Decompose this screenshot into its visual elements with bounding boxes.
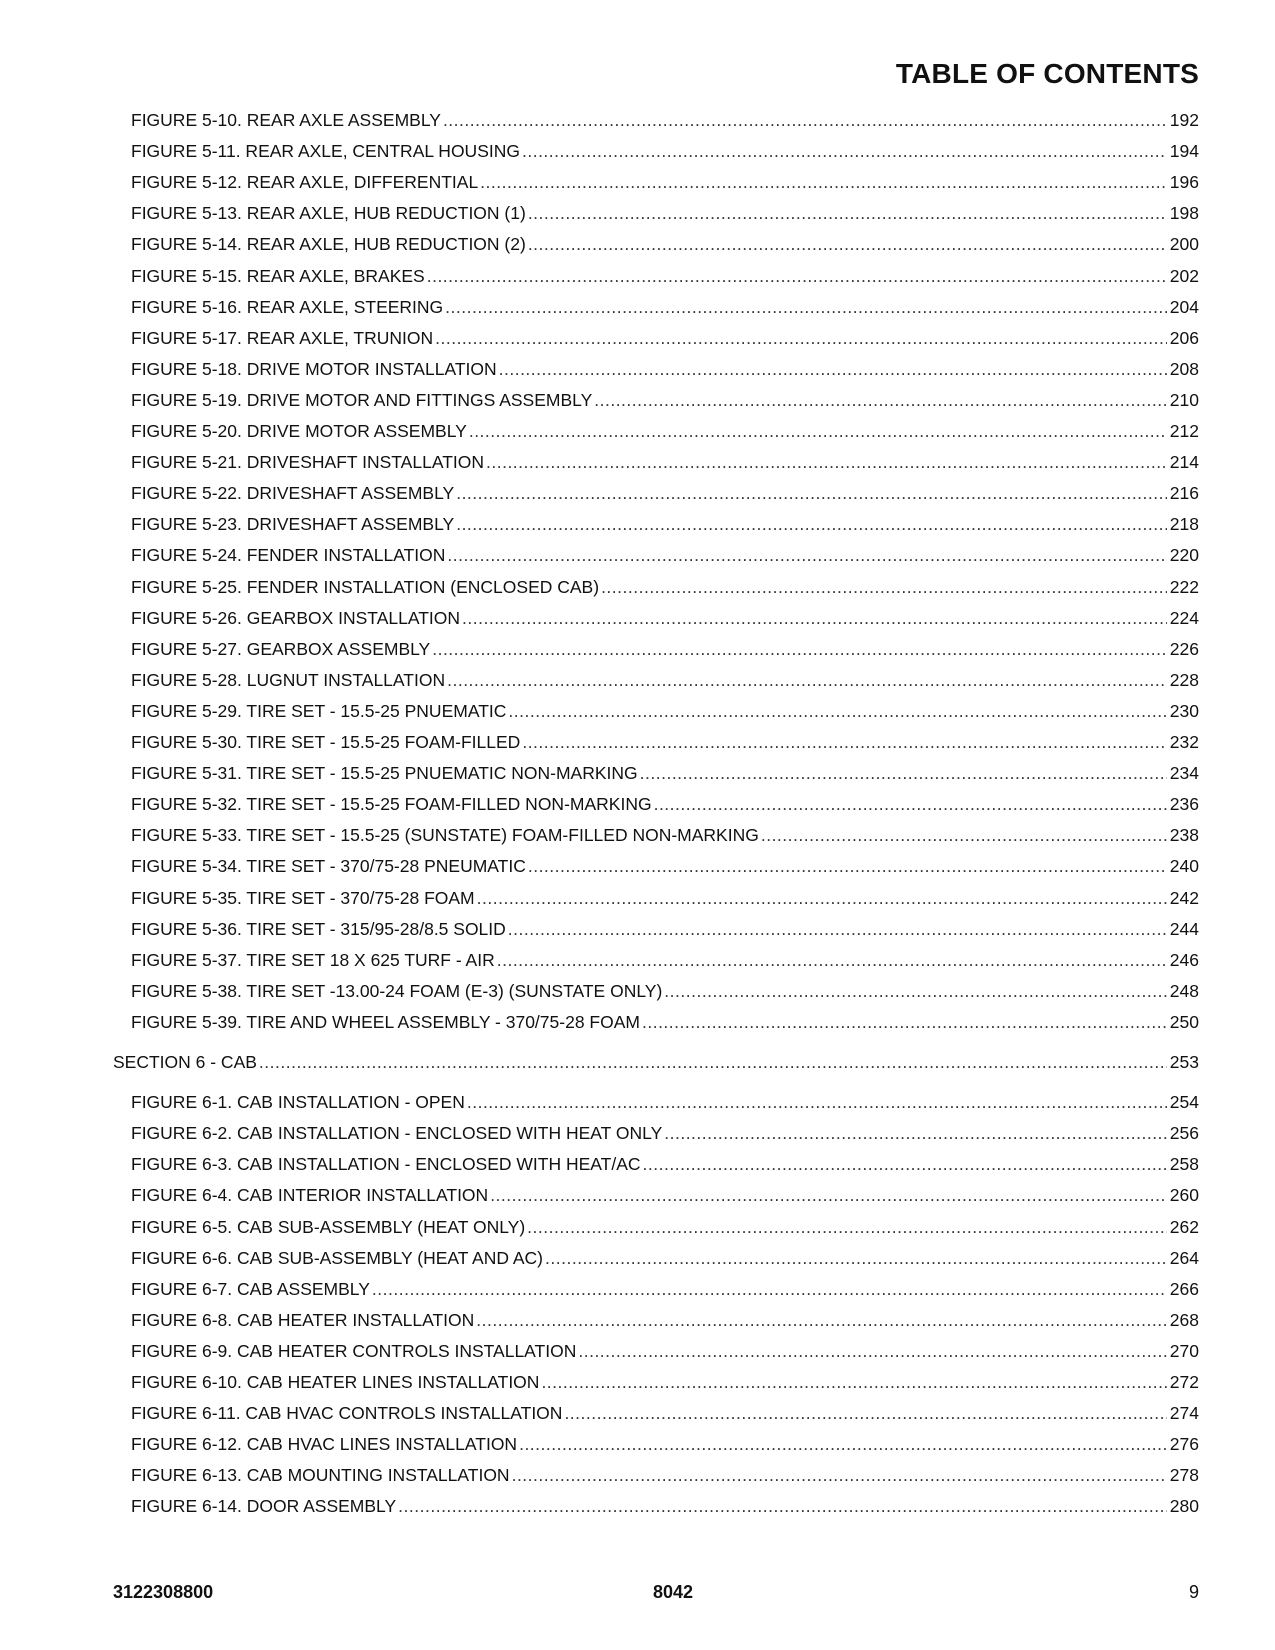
toc-entry-label: FIGURE 6-9. CAB HEATER CONTROLS INSTALLATION xyxy=(131,1340,577,1361)
toc-entry-label: FIGURE 6-4. CAB INTERIOR INSTALLATION xyxy=(131,1185,489,1206)
toc-entry-page: 278 xyxy=(1169,1465,1199,1486)
toc-entry[interactable] xyxy=(131,823,1199,847)
toc-entry-page: 222 xyxy=(1169,576,1199,597)
dot-leader xyxy=(528,854,1167,878)
toc-entry-page: 230 xyxy=(1169,700,1199,721)
toc-entry-page: 198 xyxy=(1169,203,1199,224)
toc-entry[interactable] xyxy=(131,1215,1199,1239)
toc-entry-label: FIGURE 6-7. CAB ASSEMBLY xyxy=(131,1278,370,1299)
model-number: 8042 xyxy=(653,1582,694,1602)
toc-entry-page: 270 xyxy=(1169,1340,1199,1361)
dot-leader xyxy=(372,1277,1167,1301)
toc-entry[interactable] xyxy=(131,1090,1199,1114)
toc-entry-label: FIGURE 5-37. TIRE SET 18 X 625 TURF - AIR xyxy=(131,949,495,970)
dot-leader xyxy=(564,1401,1166,1425)
dot-leader xyxy=(456,512,1167,536)
toc-entry-label: FIGURE 6-13. CAB MOUNTING INSTALLATION xyxy=(131,1465,510,1486)
dot-leader xyxy=(427,264,1167,288)
toc-entry-page: 248 xyxy=(1169,980,1199,1001)
toc-entry-page: 192 xyxy=(1169,110,1199,130)
toc-entry[interactable] xyxy=(131,730,1199,754)
toc-entry[interactable] xyxy=(131,139,1199,163)
toc-entry-label: FIGURE 6-6. CAB SUB-ASSEMBLY (HEAT AND AC) xyxy=(131,1247,544,1268)
toc-entry-label: FIGURE 6-2. CAB INSTALLATION - ENCLOSED WITH HEAT ONLY xyxy=(131,1123,663,1144)
dot-leader xyxy=(462,606,1167,630)
toc-entry[interactable] xyxy=(131,481,1199,505)
toc-entry-page: 266 xyxy=(1169,1278,1199,1299)
toc-entry-page: 212 xyxy=(1169,421,1199,441)
toc-entry[interactable] xyxy=(131,1277,1199,1301)
toc-entry-label: FIGURE 5-32. TIRE SET - 15.5-25 FOAM-FILLED NON-MARKING xyxy=(131,794,652,815)
toc-entry-label: FIGURE 5-16. REAR AXLE, STEERING xyxy=(131,296,444,317)
toc-entry-label: FIGURE 5-27. GEARBOX ASSEMBLY xyxy=(131,638,431,659)
toc-entry-page: 232 xyxy=(1169,732,1199,752)
dot-leader xyxy=(664,1121,1167,1145)
toc-entry[interactable] xyxy=(131,886,1199,910)
dot-leader xyxy=(445,295,1167,319)
toc-entry[interactable] xyxy=(131,264,1199,288)
toc-entry-page: 262 xyxy=(1169,1216,1199,1237)
dot-leader xyxy=(490,1183,1167,1207)
toc-entry-page: 238 xyxy=(1169,825,1199,846)
toc-entry-page: 253 xyxy=(1169,1052,1199,1072)
toc-entry[interactable] xyxy=(131,699,1199,723)
toc-entry-page: 228 xyxy=(1169,669,1199,690)
toc-entry-page: 226 xyxy=(1169,638,1199,659)
toc-section-entry[interactable] xyxy=(113,1050,1199,1074)
toc-entry[interactable] xyxy=(131,326,1199,350)
toc-entry-page: 264 xyxy=(1169,1247,1199,1268)
toc-entry-label: FIGURE 5-22. DRIVESHAFT ASSEMBLY xyxy=(131,483,455,504)
dot-leader xyxy=(519,1432,1167,1456)
toc-entry-page: 244 xyxy=(1169,918,1199,939)
dot-leader xyxy=(545,1246,1167,1270)
document-number: 3122308800 xyxy=(113,1582,214,1602)
toc-entry-page: 208 xyxy=(1169,358,1199,379)
toc-entry-label: FIGURE 5-29. TIRE SET - 15.5-25 PNUEMATIC xyxy=(131,700,507,721)
toc-entry-label: FIGURE 6-8. CAB HEATER INSTALLATION xyxy=(131,1309,475,1330)
dot-leader xyxy=(447,543,1166,567)
toc-entry-page: 268 xyxy=(1169,1309,1199,1330)
toc-entry-label: FIGURE 5-26. GEARBOX INSTALLATION xyxy=(131,607,461,628)
toc-entry-label: FIGURE 6-1. CAB INSTALLATION - OPEN xyxy=(131,1092,465,1113)
toc-entry-page: 194 xyxy=(1169,141,1199,162)
toc-entry-label: FIGURE 6-12. CAB HVAC LINES INSTALLATION xyxy=(131,1434,518,1455)
dot-leader xyxy=(528,232,1167,256)
toc-entry[interactable] xyxy=(131,450,1199,474)
toc-entry-page: 250 xyxy=(1169,1011,1199,1032)
toc-entry-label: FIGURE 5-38. TIRE SET -13.00-24 FOAM (E-3) (SUNSTATE ONLY) xyxy=(131,980,663,1001)
toc-entry-page: 246 xyxy=(1169,949,1199,970)
toc-entry-page: 216 xyxy=(1169,483,1199,504)
toc-entry-label: FIGURE 6-10. CAB HEATER LINES INSTALLATION xyxy=(131,1372,540,1392)
toc-entry-label: FIGURE 6-14. DOOR ASSEMBLY xyxy=(131,1496,397,1517)
dot-leader xyxy=(398,1494,1167,1518)
toc-entry[interactable] xyxy=(131,948,1199,972)
toc-entry[interactable] xyxy=(131,668,1199,692)
toc-entry[interactable] xyxy=(131,1463,1199,1487)
toc-entry-page: 280 xyxy=(1169,1496,1199,1517)
toc-entry-label: FIGURE 5-24. FENDER INSTALLATION xyxy=(131,545,446,566)
toc-entry-page: 196 xyxy=(1169,172,1199,193)
toc-entry-page: 274 xyxy=(1169,1403,1199,1424)
dot-leader xyxy=(435,326,1167,350)
toc-entry-label: FIGURE 6-11. CAB HVAC CONTROLS INSTALLATION xyxy=(131,1403,563,1424)
dot-leader xyxy=(522,139,1167,163)
dot-leader xyxy=(578,1339,1166,1363)
dot-leader xyxy=(642,1010,1167,1034)
toc-entry[interactable] xyxy=(131,1183,1199,1207)
toc-entry-label: FIGURE 5-14. REAR AXLE, HUB REDUCTION (2) xyxy=(131,234,526,255)
dot-leader xyxy=(601,575,1167,599)
toc-entry[interactable] xyxy=(131,388,1199,412)
toc-entry-label: FIGURE 5-13. REAR AXLE, HUB REDUCTION (1) xyxy=(131,203,526,224)
dot-leader xyxy=(522,730,1166,754)
toc-entry-label: FIGURE 5-21. DRIVESHAFT INSTALLATION xyxy=(131,452,484,473)
toc-entry[interactable] xyxy=(131,170,1199,194)
dot-leader xyxy=(469,419,1167,443)
dot-leader xyxy=(477,886,1167,910)
toc-entry-label: FIGURE 5-19. DRIVE MOTOR AND FITTINGS ASSEMBLY xyxy=(131,389,593,410)
toc-entry[interactable] xyxy=(131,295,1199,319)
toc-entry[interactable] xyxy=(131,917,1199,941)
toc-entry-page: 204 xyxy=(1169,296,1199,317)
page-footer xyxy=(113,1582,1199,1606)
toc-entry[interactable] xyxy=(131,1010,1199,1034)
page-title: TABLE OF CONTENTS xyxy=(895,58,1199,89)
toc-entry-page: 236 xyxy=(1169,794,1199,815)
dot-leader xyxy=(480,170,1167,194)
toc-entry-label: FIGURE 5-23. DRIVESHAFT ASSEMBLY xyxy=(131,514,455,535)
toc-entry[interactable] xyxy=(131,1246,1199,1270)
toc-entry-label: FIGURE 5-18. DRIVE MOTOR INSTALLATION xyxy=(131,358,497,379)
dot-leader xyxy=(528,201,1167,225)
toc-entry-label: FIGURE 5-17. REAR AXLE, TRUNION xyxy=(131,327,434,348)
toc-entry-label: FIGURE 5-33. TIRE SET - 15.5-25 (SUNSTATE) FOAM-FILLED NON-MARKING xyxy=(131,825,759,846)
dot-leader xyxy=(594,388,1167,412)
toc-entry-page: 240 xyxy=(1169,856,1199,877)
dot-leader xyxy=(508,917,1167,941)
toc-entry[interactable] xyxy=(131,606,1199,630)
toc-entry-page: 256 xyxy=(1169,1123,1199,1144)
toc-entry-label: FIGURE 5-20. DRIVE MOTOR ASSEMBLY xyxy=(131,421,467,441)
toc-entry-page: 210 xyxy=(1169,389,1199,410)
toc-entry-page: 254 xyxy=(1169,1092,1199,1113)
toc-entry-label: FIGURE 5-30. TIRE SET - 15.5-25 FOAM-FILLED xyxy=(131,732,521,752)
toc-entry-page: 206 xyxy=(1169,327,1199,348)
toc-entry[interactable] xyxy=(131,575,1199,599)
dot-leader xyxy=(654,792,1167,816)
toc-entry[interactable] xyxy=(131,232,1199,256)
toc-entry[interactable] xyxy=(131,1121,1199,1145)
toc-entry[interactable] xyxy=(131,108,1199,132)
toc-entry-page: 218 xyxy=(1169,514,1199,535)
toc-entry-page: 200 xyxy=(1169,234,1199,255)
toc-entry[interactable] xyxy=(131,543,1199,567)
toc-entry-page: 220 xyxy=(1169,545,1199,566)
toc-entry-label: FIGURE 5-12. REAR AXLE, DIFFERENTIAL xyxy=(131,172,479,193)
toc-entry[interactable] xyxy=(131,1432,1199,1456)
dot-leader xyxy=(761,823,1167,847)
toc-entry-label: FIGURE 5-39. TIRE AND WHEEL ASSEMBLY - 370/75-28 FOAM xyxy=(131,1011,640,1032)
dot-leader xyxy=(640,761,1167,785)
toc-entry-page: 214 xyxy=(1169,452,1199,473)
toc-entry[interactable] xyxy=(131,792,1199,816)
toc-entry-page: 260 xyxy=(1169,1185,1199,1206)
dot-leader xyxy=(643,1152,1167,1176)
toc-entry[interactable] xyxy=(131,1308,1199,1332)
dot-leader xyxy=(497,948,1167,972)
toc-entry-label: FIGURE 5-10. REAR AXLE ASSEMBLY xyxy=(131,110,441,130)
dot-leader xyxy=(456,481,1167,505)
toc-entry[interactable] xyxy=(131,1401,1199,1425)
dot-leader xyxy=(508,699,1166,723)
dot-leader xyxy=(541,1370,1166,1394)
dot-leader xyxy=(499,357,1167,381)
toc-entry[interactable] xyxy=(131,979,1199,1003)
toc-entry[interactable] xyxy=(131,637,1199,661)
toc-entry-page: 202 xyxy=(1169,265,1199,286)
dot-leader xyxy=(432,637,1167,661)
toc-entry-page: 224 xyxy=(1169,607,1199,628)
dot-leader xyxy=(467,1090,1167,1114)
dot-leader xyxy=(259,1050,1167,1074)
toc-entry[interactable] xyxy=(131,419,1199,443)
dot-leader xyxy=(486,450,1167,474)
toc-entry-label: SECTION 6 - CAB xyxy=(113,1052,257,1072)
toc-entry[interactable] xyxy=(131,512,1199,536)
toc-entry[interactable] xyxy=(131,1494,1199,1518)
toc-entry-page: 276 xyxy=(1169,1434,1199,1455)
dot-leader xyxy=(527,1215,1167,1239)
page-number: 9 xyxy=(1188,1582,1199,1602)
toc-entry[interactable] xyxy=(131,1339,1199,1363)
toc-entry-label: FIGURE 5-36. TIRE SET - 315/95-28/8.5 SOLID xyxy=(131,918,506,939)
toc-entry-label: FIGURE 5-35. TIRE SET - 370/75-28 FOAM xyxy=(131,887,475,908)
toc-entry-page: 272 xyxy=(1169,1372,1199,1392)
toc-entry-label: FIGURE 5-31. TIRE SET - 15.5-25 PNUEMATIC NON-MARKING xyxy=(131,763,638,784)
toc-entry-label: FIGURE 5-34. TIRE SET - 370/75-28 PNEUMATIC xyxy=(131,856,526,877)
toc-entry[interactable] xyxy=(131,854,1199,878)
toc-entry-label: FIGURE 6-5. CAB SUB-ASSEMBLY (HEAT ONLY) xyxy=(131,1216,526,1237)
toc-entry-label: FIGURE 5-25. FENDER INSTALLATION (ENCLOSED CAB) xyxy=(131,576,600,597)
toc-entry-page: 242 xyxy=(1169,887,1199,908)
toc-entry-label: FIGURE 5-28. LUGNUT INSTALLATION xyxy=(131,669,446,690)
toc-entry[interactable] xyxy=(131,761,1199,785)
toc-entry[interactable] xyxy=(131,357,1199,381)
dot-leader xyxy=(664,979,1167,1003)
toc-entry[interactable] xyxy=(131,1152,1199,1176)
toc-entry-page: 234 xyxy=(1169,763,1199,784)
dot-leader xyxy=(443,108,1167,132)
toc-entry-label: FIGURE 6-3. CAB INSTALLATION - ENCLOSED WITH HEAT/AC xyxy=(131,1154,641,1175)
dot-leader xyxy=(476,1308,1167,1332)
toc-entry-label: FIGURE 5-11. REAR AXLE, CENTRAL HOUSING xyxy=(131,141,520,162)
toc-entry[interactable] xyxy=(131,1370,1199,1394)
toc-entry[interactable] xyxy=(131,201,1199,225)
toc-entry-label: FIGURE 5-15. REAR AXLE, BRAKES xyxy=(131,265,425,286)
dot-leader xyxy=(447,668,1167,692)
toc-entry-page: 258 xyxy=(1169,1154,1199,1175)
dot-leader xyxy=(512,1463,1167,1487)
